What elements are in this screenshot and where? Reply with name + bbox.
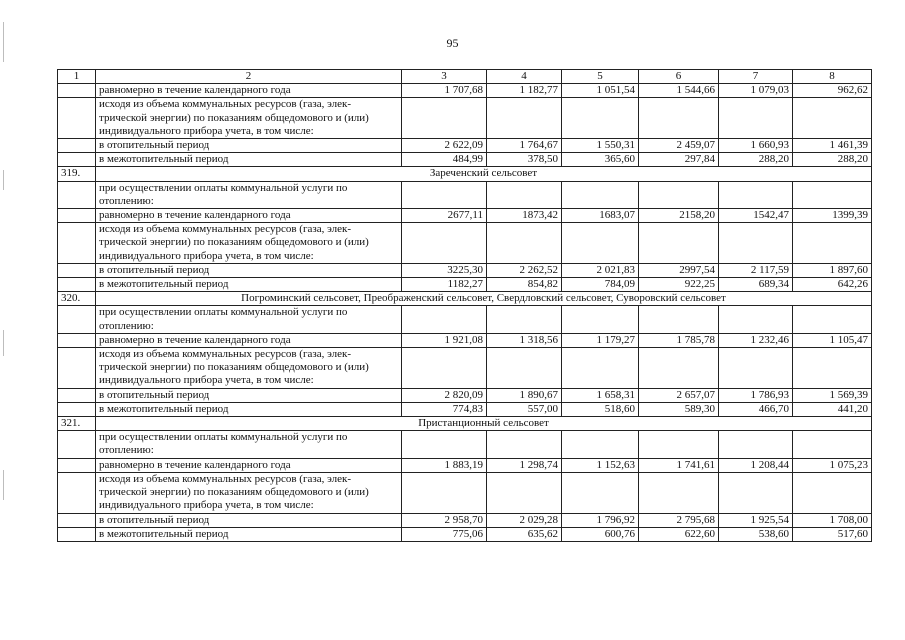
value-cell: 1 298,74 bbox=[487, 458, 562, 472]
row-label: в отопительный период bbox=[96, 513, 402, 527]
empty-cell bbox=[793, 181, 872, 208]
empty-cell bbox=[58, 388, 96, 402]
margin-mark bbox=[3, 470, 4, 500]
table-row bbox=[58, 527, 872, 541]
value-cell: 288,20 bbox=[793, 153, 872, 167]
empty-cell bbox=[562, 223, 639, 264]
value-cell: 1 741,61 bbox=[639, 458, 719, 472]
value-cell: 1 461,39 bbox=[793, 139, 872, 153]
table-row bbox=[58, 153, 872, 167]
empty-cell bbox=[402, 348, 487, 389]
value-cell: 1 569,39 bbox=[793, 388, 872, 402]
empty-cell bbox=[58, 402, 96, 416]
empty-cell bbox=[402, 306, 487, 333]
empty-cell bbox=[487, 306, 562, 333]
empty-cell bbox=[562, 348, 639, 389]
empty-cell bbox=[719, 431, 793, 458]
header-cell: 4 bbox=[487, 70, 562, 84]
value-cell: 1 232,46 bbox=[719, 333, 793, 347]
section-title: Погроминский сельсовет, Преображенский сельсовет, Свердловский сельсовет, Суворовский сельсовет bbox=[96, 292, 872, 306]
empty-cell bbox=[58, 223, 96, 264]
value-cell: 1 897,60 bbox=[793, 263, 872, 277]
row-label: в отопительный период bbox=[96, 263, 402, 277]
empty-cell bbox=[58, 153, 96, 167]
empty-cell bbox=[402, 223, 487, 264]
empty-cell bbox=[487, 431, 562, 458]
value-cell: 297,84 bbox=[639, 153, 719, 167]
value-cell: 466,70 bbox=[719, 402, 793, 416]
row-label: исходя из объема коммунальных ресурсов (газа, элек-трической энергии) по показаниям общедомового и (или) индивидуального прибора учета, в том числе: bbox=[96, 98, 402, 139]
empty-cell bbox=[487, 472, 562, 513]
empty-cell bbox=[402, 431, 487, 458]
empty-cell bbox=[719, 223, 793, 264]
empty-cell bbox=[639, 306, 719, 333]
table-row bbox=[58, 263, 872, 277]
header-cell: 7 bbox=[719, 70, 793, 84]
value-cell: 642,26 bbox=[793, 278, 872, 292]
header-cell: 8 bbox=[793, 70, 872, 84]
value-cell: 1 921,08 bbox=[402, 333, 487, 347]
value-cell: 589,30 bbox=[639, 402, 719, 416]
value-cell: 1542,47 bbox=[719, 209, 793, 223]
value-cell: 1 208,44 bbox=[719, 458, 793, 472]
value-cell: 288,20 bbox=[719, 153, 793, 167]
empty-cell bbox=[58, 181, 96, 208]
value-cell: 2 657,07 bbox=[639, 388, 719, 402]
empty-cell bbox=[719, 98, 793, 139]
empty-cell bbox=[562, 431, 639, 458]
row-label: равномерно в течение календарного года bbox=[96, 209, 402, 223]
value-cell: 2997,54 bbox=[639, 263, 719, 277]
note-row bbox=[58, 223, 872, 264]
value-cell: 557,00 bbox=[487, 402, 562, 416]
value-cell: 1873,42 bbox=[487, 209, 562, 223]
value-cell: 1399,39 bbox=[793, 209, 872, 223]
value-cell: 1 658,31 bbox=[562, 388, 639, 402]
value-cell: 2 795,68 bbox=[639, 513, 719, 527]
value-cell: 1182,27 bbox=[402, 278, 487, 292]
table-body bbox=[58, 70, 872, 542]
value-cell: 775,06 bbox=[402, 527, 487, 541]
value-cell: 689,34 bbox=[719, 278, 793, 292]
value-cell: 2 958,70 bbox=[402, 513, 487, 527]
empty-cell bbox=[58, 278, 96, 292]
empty-cell bbox=[793, 98, 872, 139]
value-cell: 2677,11 bbox=[402, 209, 487, 223]
section-number: 319. bbox=[58, 167, 96, 181]
row-label: в межотопительный период bbox=[96, 527, 402, 541]
table-row bbox=[58, 388, 872, 402]
value-cell: 1 796,92 bbox=[562, 513, 639, 527]
empty-cell bbox=[402, 472, 487, 513]
row-label: исходя из объема коммунальных ресурсов (газа, элек-трической энергии) по показаниям общедомового и (или) индивидуального прибора учета, в том числе: bbox=[96, 223, 402, 264]
value-cell: 2 117,59 bbox=[719, 263, 793, 277]
empty-cell bbox=[58, 306, 96, 333]
empty-cell bbox=[562, 98, 639, 139]
value-cell: 622,60 bbox=[639, 527, 719, 541]
empty-cell bbox=[719, 348, 793, 389]
empty-cell bbox=[487, 98, 562, 139]
empty-cell bbox=[58, 84, 96, 98]
value-cell: 1 925,54 bbox=[719, 513, 793, 527]
empty-cell bbox=[639, 348, 719, 389]
value-cell: 1 318,56 bbox=[487, 333, 562, 347]
section-title: Зареченский сельсовет bbox=[96, 167, 872, 181]
value-cell: 1 544,66 bbox=[639, 84, 719, 98]
empty-cell bbox=[562, 181, 639, 208]
table-row bbox=[58, 84, 872, 98]
value-cell: 2 820,09 bbox=[402, 388, 487, 402]
empty-cell bbox=[58, 431, 96, 458]
value-cell: 2 459,07 bbox=[639, 139, 719, 153]
empty-cell bbox=[58, 527, 96, 541]
value-cell: 1 786,93 bbox=[719, 388, 793, 402]
empty-cell bbox=[793, 348, 872, 389]
empty-cell bbox=[562, 472, 639, 513]
empty-cell bbox=[639, 181, 719, 208]
value-cell: 922,25 bbox=[639, 278, 719, 292]
empty-cell bbox=[487, 348, 562, 389]
row-label: в отопительный период bbox=[96, 139, 402, 153]
empty-cell bbox=[639, 472, 719, 513]
empty-cell bbox=[639, 98, 719, 139]
value-cell: 2 021,83 bbox=[562, 263, 639, 277]
empty-cell bbox=[639, 431, 719, 458]
empty-cell bbox=[58, 98, 96, 139]
empty-cell bbox=[58, 472, 96, 513]
row-label: в межотопительный период bbox=[96, 278, 402, 292]
note-row bbox=[58, 181, 872, 208]
value-cell: 784,09 bbox=[562, 278, 639, 292]
value-cell: 1 708,00 bbox=[793, 513, 872, 527]
empty-cell bbox=[402, 98, 487, 139]
row-label: в отопительный период bbox=[96, 388, 402, 402]
header-row bbox=[58, 70, 872, 84]
table-row bbox=[58, 513, 872, 527]
empty-cell bbox=[58, 458, 96, 472]
empty-cell bbox=[719, 472, 793, 513]
value-cell: 1 105,47 bbox=[793, 333, 872, 347]
table-row bbox=[58, 278, 872, 292]
value-cell: 1 051,54 bbox=[562, 84, 639, 98]
row-label: в межотопительный период bbox=[96, 402, 402, 416]
value-cell: 1 179,27 bbox=[562, 333, 639, 347]
note-row bbox=[58, 431, 872, 458]
empty-cell bbox=[58, 348, 96, 389]
header-cell: 2 bbox=[96, 70, 402, 84]
value-cell: 774,83 bbox=[402, 402, 487, 416]
value-cell: 854,82 bbox=[487, 278, 562, 292]
row-label: исходя из объема коммунальных ресурсов (газа, элек-трической энергии) по показаниям общедомового и (или) индивидуального прибора учета, в том числе: bbox=[96, 348, 402, 389]
note-row bbox=[58, 306, 872, 333]
value-cell: 1 707,68 bbox=[402, 84, 487, 98]
value-cell: 1 550,31 bbox=[562, 139, 639, 153]
section-row bbox=[58, 292, 872, 306]
row-label: исходя из объема коммунальных ресурсов (газа, элек-трической энергии) по показаниям общедомового и (или) индивидуального прибора учета, в том числе: bbox=[96, 472, 402, 513]
value-cell: 1683,07 bbox=[562, 209, 639, 223]
table-row bbox=[58, 209, 872, 223]
value-cell: 2 029,28 bbox=[487, 513, 562, 527]
section-number: 320. bbox=[58, 292, 96, 306]
section-row bbox=[58, 417, 872, 431]
note-row bbox=[58, 472, 872, 513]
empty-cell bbox=[58, 209, 96, 223]
margin-mark bbox=[3, 170, 4, 190]
note-row bbox=[58, 348, 872, 389]
row-label: при осуществлении оплаты коммунальной услуги по отоплению: bbox=[96, 431, 402, 458]
table-row bbox=[58, 333, 872, 347]
value-cell: 517,60 bbox=[793, 527, 872, 541]
empty-cell bbox=[58, 263, 96, 277]
empty-cell bbox=[639, 223, 719, 264]
value-cell: 484,99 bbox=[402, 153, 487, 167]
value-cell: 441,20 bbox=[793, 402, 872, 416]
row-label: при осуществлении оплаты коммунальной услуги по отоплению: bbox=[96, 181, 402, 208]
header-cell: 6 bbox=[639, 70, 719, 84]
row-label: в межотопительный период bbox=[96, 153, 402, 167]
empty-cell bbox=[487, 223, 562, 264]
empty-cell bbox=[58, 333, 96, 347]
note-row bbox=[58, 98, 872, 139]
value-cell: 1 764,67 bbox=[487, 139, 562, 153]
empty-cell bbox=[719, 181, 793, 208]
header-cell: 5 bbox=[562, 70, 639, 84]
value-cell: 1 890,67 bbox=[487, 388, 562, 402]
value-cell: 962,62 bbox=[793, 84, 872, 98]
value-cell: 1 079,03 bbox=[719, 84, 793, 98]
row-label: равномерно в течение календарного года bbox=[96, 458, 402, 472]
value-cell: 378,50 bbox=[487, 153, 562, 167]
value-cell: 538,60 bbox=[719, 527, 793, 541]
value-cell: 2158,20 bbox=[639, 209, 719, 223]
row-label: при осуществлении оплаты коммунальной услуги по отоплению: bbox=[96, 306, 402, 333]
header-cell: 1 bbox=[58, 70, 96, 84]
value-cell: 518,60 bbox=[562, 402, 639, 416]
value-cell: 3225,30 bbox=[402, 263, 487, 277]
value-cell: 365,60 bbox=[562, 153, 639, 167]
empty-cell bbox=[487, 181, 562, 208]
tariff-table bbox=[57, 69, 872, 542]
empty-cell bbox=[793, 306, 872, 333]
row-label: равномерно в течение календарного года bbox=[96, 84, 402, 98]
table-row bbox=[58, 139, 872, 153]
empty-cell bbox=[793, 472, 872, 513]
value-cell: 1 785,78 bbox=[639, 333, 719, 347]
row-label: равномерно в течение календарного года bbox=[96, 333, 402, 347]
empty-cell bbox=[58, 139, 96, 153]
page-number: 95 bbox=[446, 36, 459, 50]
margin-mark bbox=[3, 330, 4, 356]
empty-cell bbox=[402, 181, 487, 208]
header-cell: 3 bbox=[402, 70, 487, 84]
table-row bbox=[58, 402, 872, 416]
value-cell: 635,62 bbox=[487, 527, 562, 541]
section-row bbox=[58, 167, 872, 181]
value-cell: 2 622,09 bbox=[402, 139, 487, 153]
empty-cell bbox=[58, 513, 96, 527]
empty-cell bbox=[793, 431, 872, 458]
empty-cell bbox=[793, 223, 872, 264]
table-row bbox=[58, 458, 872, 472]
value-cell: 600,76 bbox=[562, 527, 639, 541]
value-cell: 1 660,93 bbox=[719, 139, 793, 153]
section-number: 321. bbox=[58, 417, 96, 431]
value-cell: 1 075,23 bbox=[793, 458, 872, 472]
value-cell: 2 262,52 bbox=[487, 263, 562, 277]
section-title: Пристанционный сельсовет bbox=[96, 417, 872, 431]
empty-cell bbox=[719, 306, 793, 333]
value-cell: 1 883,19 bbox=[402, 458, 487, 472]
value-cell: 1 182,77 bbox=[487, 84, 562, 98]
value-cell: 1 152,63 bbox=[562, 458, 639, 472]
empty-cell bbox=[562, 306, 639, 333]
